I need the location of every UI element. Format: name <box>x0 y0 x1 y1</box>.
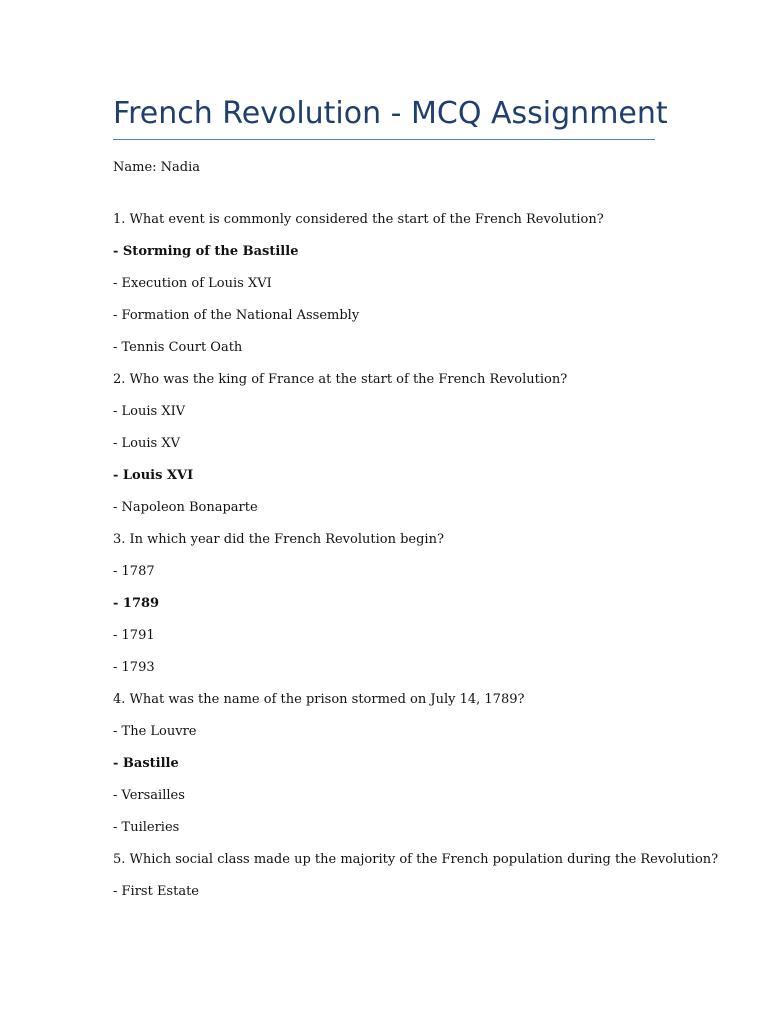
document-body <box>113 158 719 914</box>
answer-option: - Louis XIV <box>113 404 186 419</box>
title-underline <box>113 139 655 140</box>
answer-option: - Execution of Louis XVI <box>113 276 272 291</box>
answer-option: - Formation of the National Assembly <box>113 308 360 323</box>
answer-option-correct: - Bastille <box>113 756 179 771</box>
answer-option: - Tuileries <box>113 820 180 835</box>
question-text: 4. What was the name of the prison stormed on July 14, 1789? <box>113 692 525 707</box>
answer-option: - 1787 <box>113 564 155 579</box>
answer-option: - Tennis Court Oath <box>113 340 243 355</box>
answer-option: - Napoleon Bonaparte <box>113 500 258 515</box>
answer-option-correct: - Louis XVI <box>113 468 194 483</box>
answer-option-correct: - Storming of the Bastille <box>113 244 299 259</box>
answer-option-correct: - 1789 <box>113 596 160 611</box>
question-text: 1. What event is commonly considered the start of the French Revolution? <box>113 212 604 227</box>
document-title: French Revolution - MCQ Assignment <box>113 96 668 131</box>
question-text: 3. In which year did the French Revolution begin? <box>113 532 444 547</box>
student-name: Name: Nadia <box>113 160 201 175</box>
question-5 <box>113 850 719 902</box>
question-1 <box>113 210 673 358</box>
question-2 <box>113 370 673 518</box>
answer-option: - 1791 <box>113 628 155 643</box>
question-text: 5. Which social class made up the majority of the French population during the Revolution? <box>113 852 719 867</box>
question-text: 2. Who was the king of France at the start of the French Revolution? <box>113 372 568 387</box>
answer-option: - The Louvre <box>113 724 197 739</box>
question-4 <box>113 690 673 838</box>
answer-option: - 1793 <box>113 660 155 675</box>
answer-option: - Louis XV <box>113 436 180 451</box>
answer-option: - First Estate <box>113 884 199 899</box>
answer-option: - Versailles <box>113 788 185 803</box>
question-3 <box>113 530 673 678</box>
